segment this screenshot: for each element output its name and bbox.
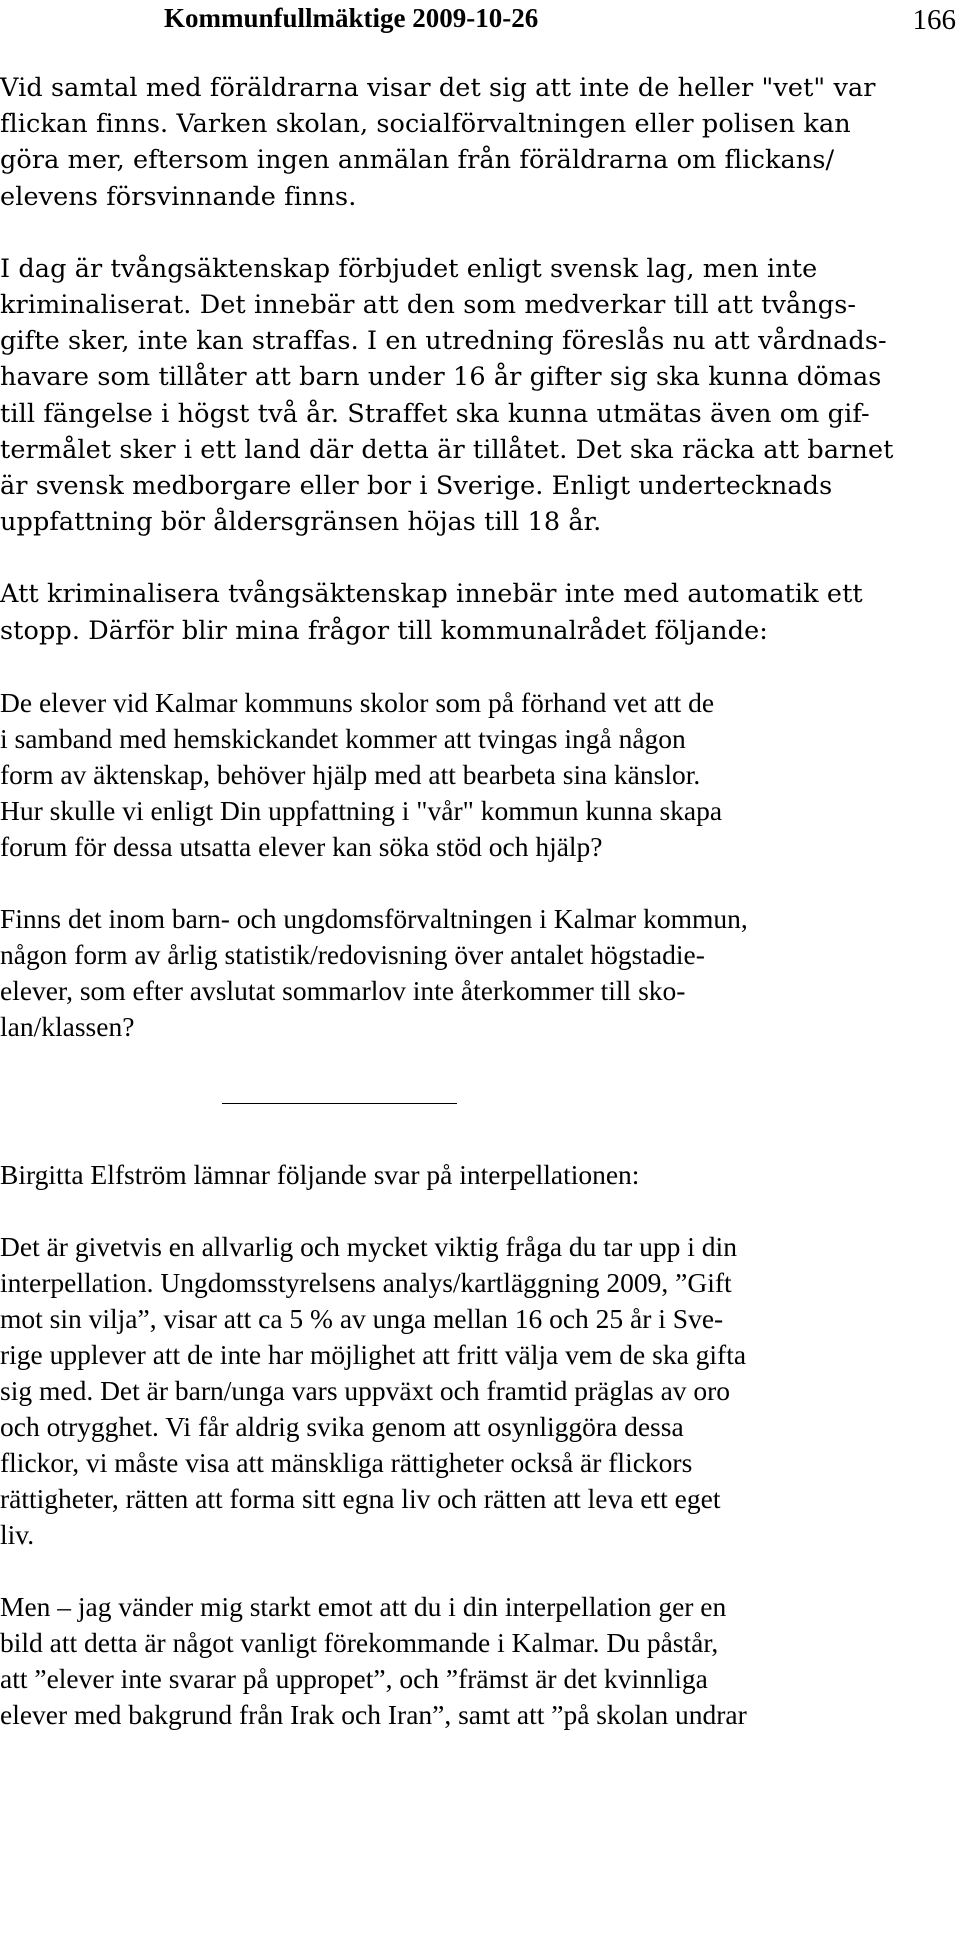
text-line: Vid samtal med föräldrarna visar det sig att inte de heller "vet" var bbox=[0, 73, 876, 103]
paragraph bbox=[0, 1589, 955, 1733]
text-line: flickor, vi måste visa att mänskliga rättigheter också är flickors bbox=[0, 1446, 693, 1478]
paragraph bbox=[0, 251, 955, 541]
divider-line bbox=[222, 1103, 457, 1104]
text-line: gifte sker, inte kan straffas. I en utredning föreslås nu att vårdnads- bbox=[0, 326, 887, 357]
text-line: och otrygghet. Vi får aldrig svika genom att osynliggöra dessa bbox=[0, 1410, 684, 1442]
paragraph bbox=[0, 576, 955, 648]
text-line: Det är givetvis en allvarlig och mycket viktig fråga du tar upp i din bbox=[0, 1230, 737, 1262]
text-line: Att kriminalisera tvångsäktenskap innebär inte med automatik ett bbox=[0, 579, 863, 610]
text-line: forum för dessa utsatta elever kan söka stöd och hjälp? bbox=[0, 830, 603, 862]
text-line: form av äktenskap, behöver hjälp med att bearbeta sina känslor. bbox=[0, 758, 701, 790]
document-body bbox=[0, 70, 955, 1769]
text-line: att ”elever inte svarar på uppropet”, och ”främst är det kvinnliga bbox=[0, 1662, 708, 1694]
text-line: elevens försvinnande finns. bbox=[0, 181, 357, 212]
page-header bbox=[0, 0, 960, 40]
section-divider bbox=[0, 1081, 955, 1121]
text-line: liv. bbox=[0, 1518, 35, 1550]
page-number: 166 bbox=[912, 4, 956, 36]
text-line: göra mer, eftersom ingen anmälan från föräldrarna om flickans/ bbox=[0, 145, 835, 176]
text-line: bild att detta är något vanligt förekommande i Kalmar. Du påstår, bbox=[0, 1626, 719, 1658]
text-line: Men – jag vänder mig starkt emot att du i din interpellation ger en bbox=[0, 1590, 727, 1622]
text-line: stopp. Därför blir mina frågor till kommunalrådet följande: bbox=[0, 615, 768, 646]
paragraph bbox=[0, 70, 955, 215]
text-line: någon form av årlig statistik/redovisning över antalet högstadie- bbox=[0, 938, 705, 970]
text-line: termålet sker i ett land där detta är tillåtet. Det ska räcka att barnet bbox=[0, 434, 894, 465]
text-line: I dag är tvångsäktenskap förbjudet enligt svensk lag, men inte bbox=[0, 253, 818, 284]
paragraph bbox=[0, 1157, 955, 1193]
text-line: Hur skulle vi enligt Din uppfattning i "vår" kommun kunna skapa bbox=[0, 794, 723, 826]
paragraph bbox=[0, 901, 955, 1045]
text-line: sig med. Det är barn/unga vars uppväxt och framtid präglas av oro bbox=[0, 1374, 731, 1406]
text-line: Birgitta Elfström lämnar följande svar på interpellationen: bbox=[0, 1158, 640, 1190]
text-line: rige upplever att de inte har möjlighet att fritt välja vem de ska gifta bbox=[0, 1338, 747, 1370]
paragraph bbox=[0, 685, 955, 865]
text-line: flickan finns. Varken skolan, socialförvaltningen eller polisen kan bbox=[0, 109, 851, 140]
text-line: i samband med hemskickandet kommer att tvingas ingå någon bbox=[0, 722, 686, 754]
text-line: Finns det inom barn- och ungdomsförvaltningen i Kalmar kommun, bbox=[0, 902, 748, 934]
text-line: lan/klassen? bbox=[0, 1010, 135, 1042]
text-line: mot sin vilja”, visar att ca 5 % av unga mellan 16 och 25 år i Sve- bbox=[0, 1302, 724, 1334]
text-line: är svensk medborgare eller bor i Sverige. Enligt undertecknads bbox=[0, 471, 833, 502]
text-line: rättigheter, rätten att forma sitt egna liv och rätten att leva ett eget bbox=[0, 1482, 721, 1514]
text-line: havare som tillåter att barn under 16 år gifter sig ska kunna dömas bbox=[0, 362, 882, 393]
text-line: kriminaliserat. Det innebär att den som medverkar till att tvångs- bbox=[0, 290, 857, 321]
text-line: uppfattning bör åldersgränsen höjas till 18 år. bbox=[0, 507, 602, 538]
text-line: interpellation. Ungdomsstyrelsens analys/kartläggning 2009, ”Gift bbox=[0, 1266, 732, 1298]
text-line: elever, som efter avslutat sommarlov inte återkommer till sko- bbox=[0, 974, 686, 1006]
text-line: till fängelse i högst två år. Straffet ska kunna utmätas även om gif- bbox=[0, 398, 870, 429]
paragraph bbox=[0, 1229, 955, 1553]
header-title: Kommunfullmäktige 2009-10-26 bbox=[164, 3, 539, 33]
text-line: De elever vid Kalmar kommuns skolor som på förhand vet att de bbox=[0, 686, 715, 718]
text-line: elever med bakgrund från Irak och Iran”, samt att ”på skolan undrar bbox=[0, 1698, 747, 1730]
